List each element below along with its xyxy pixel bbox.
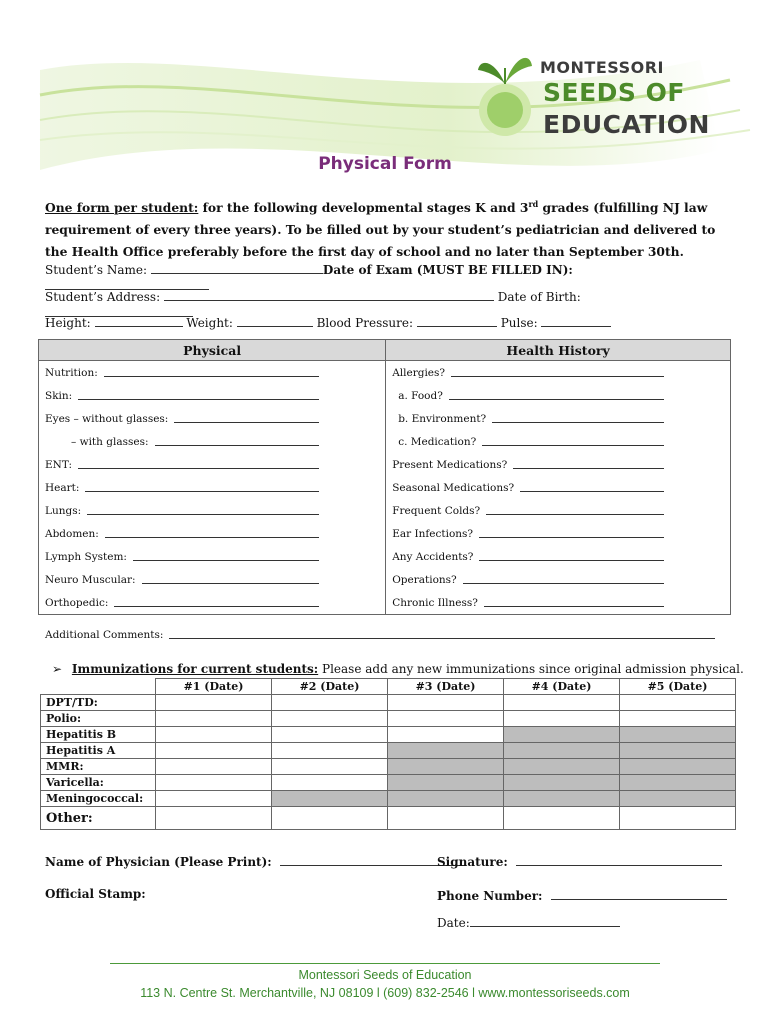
history-item-field[interactable] bbox=[463, 573, 664, 584]
footer-contact: 113 N. Centre St. Merchantville, NJ 08109 l (609) 832-2546 l www.montessoriseeds.com bbox=[140, 986, 630, 1000]
physical-item-field[interactable] bbox=[133, 550, 319, 561]
immunization-date-cell[interactable] bbox=[504, 807, 620, 830]
physical-history-row bbox=[39, 568, 731, 591]
physical-history-body bbox=[39, 361, 731, 615]
immunization-shaded-cell bbox=[504, 743, 620, 759]
additional-comments-row bbox=[45, 628, 715, 641]
physical-item-field[interactable] bbox=[104, 366, 319, 377]
history-item-label: Frequent Colds? bbox=[392, 505, 481, 517]
immunization-date-cell[interactable] bbox=[504, 695, 620, 711]
immunization-row bbox=[41, 759, 736, 775]
immunization-row-label: Meningococcal: bbox=[41, 791, 156, 807]
immunization-shaded-cell bbox=[504, 759, 620, 775]
physical-item-field[interactable] bbox=[105, 527, 319, 538]
date-row bbox=[437, 914, 620, 930]
immunization-row-label: Other: bbox=[41, 807, 156, 830]
physical-history-row bbox=[39, 430, 731, 453]
physical-cell bbox=[39, 545, 386, 568]
history-cell bbox=[386, 430, 731, 453]
history-item-field[interactable] bbox=[482, 435, 664, 446]
immunization-shaded-cell bbox=[504, 775, 620, 791]
history-item-field[interactable] bbox=[479, 550, 664, 561]
physical-item-label: Orthopedic: bbox=[45, 597, 109, 609]
bp-field[interactable] bbox=[417, 314, 497, 327]
physical-item-field[interactable] bbox=[142, 573, 320, 584]
physical-cell bbox=[39, 407, 386, 430]
history-cell bbox=[386, 522, 731, 545]
physical-cell bbox=[39, 499, 386, 522]
history-item-field[interactable] bbox=[520, 481, 664, 492]
immunization-date-cell[interactable] bbox=[272, 711, 388, 727]
intro-lead: One form per student: bbox=[45, 200, 199, 216]
immunization-header-row bbox=[41, 679, 736, 695]
history-item-field[interactable] bbox=[449, 389, 664, 400]
immunization-shaded-cell bbox=[388, 791, 504, 807]
history-cell bbox=[386, 453, 731, 476]
history-item-field[interactable] bbox=[492, 412, 664, 423]
immunization-row bbox=[41, 775, 736, 791]
physical-item-label: ENT: bbox=[45, 459, 73, 471]
student-address-label: Student’s Address: bbox=[45, 290, 161, 304]
official-stamp-label: Official Stamp: bbox=[45, 887, 146, 901]
row-vitals bbox=[45, 314, 725, 330]
physical-item-field[interactable] bbox=[174, 412, 319, 423]
immunization-date-cell[interactable] bbox=[156, 743, 272, 759]
physical-item-field[interactable] bbox=[78, 389, 319, 400]
history-item-label: c. Medication? bbox=[398, 436, 477, 448]
immunization-row bbox=[41, 807, 736, 830]
history-item-label: Any Accidents? bbox=[392, 551, 474, 563]
weight-field[interactable] bbox=[237, 314, 313, 327]
history-cell bbox=[386, 568, 731, 591]
immunization-shaded-cell bbox=[620, 759, 736, 775]
physical-header: Physical bbox=[39, 340, 386, 361]
immunization-row-label: MMR: bbox=[41, 759, 156, 775]
physical-item-label: Abdomen: bbox=[45, 528, 99, 540]
immunization-date-cell[interactable] bbox=[504, 711, 620, 727]
physical-item-label: Lymph System: bbox=[45, 551, 127, 563]
immunization-date-cell[interactable] bbox=[156, 711, 272, 727]
history-item-label: a. Food? bbox=[398, 390, 443, 402]
immunization-shaded-cell bbox=[272, 791, 388, 807]
history-cell bbox=[386, 361, 731, 385]
immunization-table bbox=[40, 678, 736, 830]
physical-cell bbox=[39, 591, 386, 615]
immunization-column-header: #1 (Date) bbox=[156, 679, 272, 695]
additional-comments-label: Additional Comments: bbox=[45, 629, 164, 641]
physical-history-row bbox=[39, 499, 731, 522]
immunization-shaded-cell bbox=[504, 727, 620, 743]
intro-paragraph bbox=[45, 193, 735, 263]
physician-row bbox=[45, 853, 466, 869]
physical-cell bbox=[39, 568, 386, 591]
immunization-row bbox=[41, 711, 736, 727]
history-item-label: Present Medications? bbox=[392, 459, 508, 471]
history-item-label: Seasonal Medications? bbox=[392, 482, 515, 494]
phone-row bbox=[437, 887, 727, 903]
immunization-date-cell[interactable] bbox=[272, 759, 388, 775]
immunization-shaded-cell bbox=[388, 743, 504, 759]
immunization-shaded-cell bbox=[504, 791, 620, 807]
immunization-column-header: #3 (Date) bbox=[388, 679, 504, 695]
history-item-field[interactable] bbox=[479, 527, 664, 538]
immunization-date-cell[interactable] bbox=[156, 727, 272, 743]
physical-history-row bbox=[39, 384, 731, 407]
immunization-row-label: Hepatitis A bbox=[41, 743, 156, 759]
physical-history-row bbox=[39, 545, 731, 568]
immunization-date-cell[interactable] bbox=[388, 807, 504, 830]
immunization-column-header: #2 (Date) bbox=[272, 679, 388, 695]
physical-cell bbox=[39, 384, 386, 407]
immunization-shaded-cell bbox=[620, 775, 736, 791]
intro-text-1: for the following developmental stages K and 3 bbox=[198, 200, 529, 216]
health-history-header: Health History bbox=[386, 340, 731, 361]
immunization-date-cell[interactable] bbox=[620, 695, 736, 711]
physical-item-label: Skin: bbox=[45, 390, 73, 402]
pulse-field[interactable] bbox=[541, 314, 611, 327]
history-item-label: Chronic Illness? bbox=[392, 597, 478, 609]
immunization-shaded-cell bbox=[620, 727, 736, 743]
phone-field[interactable] bbox=[551, 887, 727, 900]
history-item-field[interactable] bbox=[513, 458, 664, 469]
immunization-corner bbox=[41, 679, 156, 695]
immunization-date-cell[interactable] bbox=[272, 775, 388, 791]
date-label: Date: bbox=[437, 916, 470, 930]
immunization-row bbox=[41, 743, 736, 759]
physical-cell bbox=[39, 476, 386, 499]
physical-cell bbox=[39, 361, 386, 385]
immunization-date-cell[interactable] bbox=[156, 759, 272, 775]
student-name-field[interactable] bbox=[151, 261, 323, 274]
signature-field[interactable] bbox=[516, 853, 722, 866]
intro-sup: rd bbox=[528, 199, 539, 209]
physical-item-label: Neuro Muscular: bbox=[45, 574, 136, 586]
physical-cell bbox=[39, 430, 386, 453]
height-field[interactable] bbox=[95, 314, 183, 327]
immunization-date-cell[interactable] bbox=[156, 807, 272, 830]
history-item-label: Operations? bbox=[392, 574, 457, 586]
history-cell bbox=[386, 545, 731, 568]
physical-item-field[interactable] bbox=[87, 504, 319, 515]
logo-montessori: MONTESSORI bbox=[540, 58, 664, 77]
height-label: Height: bbox=[45, 316, 91, 330]
immunization-row-label: DPT/TD: bbox=[41, 695, 156, 711]
logo-education: EDUCATION bbox=[543, 110, 710, 139]
physical-item-label: Heart: bbox=[45, 482, 80, 494]
history-cell bbox=[386, 476, 731, 499]
physical-history-row bbox=[39, 522, 731, 545]
history-item-field[interactable] bbox=[484, 596, 664, 607]
intro-text-2: grades (fulfilling NJ law requirement of every three years). To be filled out by your student’s pediatrician and delivered to the Health Office preferably before the first day of school and no later than September 30th. bbox=[45, 200, 716, 260]
immunization-row-label: Polio: bbox=[41, 711, 156, 727]
immunization-date-cell[interactable] bbox=[272, 727, 388, 743]
immunizations-note: Please add any new immunizations since original admission physical. bbox=[318, 662, 744, 676]
immunizations-heading bbox=[52, 662, 752, 676]
physical-item-label: – with glasses: bbox=[71, 436, 149, 448]
immunization-date-cell[interactable] bbox=[272, 807, 388, 830]
physical-item-field[interactable] bbox=[85, 481, 319, 492]
bp-label: Blood Pressure: bbox=[316, 316, 414, 330]
immunization-shaded-cell bbox=[620, 791, 736, 807]
history-cell bbox=[386, 591, 731, 615]
physical-history-row bbox=[39, 407, 731, 430]
physical-history-row bbox=[39, 476, 731, 499]
footer-org: Montessori Seeds of Education bbox=[298, 968, 472, 982]
immunization-date-cell[interactable] bbox=[272, 695, 388, 711]
pulse-label: Pulse: bbox=[500, 316, 538, 330]
history-cell bbox=[386, 499, 731, 522]
immunization-shaded-cell bbox=[388, 775, 504, 791]
history-cell bbox=[386, 384, 731, 407]
date-exam-label: Date of Exam (MUST BE FILLED IN): bbox=[322, 263, 573, 277]
additional-comments-field[interactable] bbox=[169, 628, 715, 639]
signature-row bbox=[437, 853, 722, 869]
immunization-date-cell[interactable] bbox=[156, 775, 272, 791]
student-name-label: Student’s Name: bbox=[45, 263, 148, 277]
immunization-date-cell[interactable] bbox=[388, 711, 504, 727]
physical-history-row bbox=[39, 453, 731, 476]
physical-item-label: Lungs: bbox=[45, 505, 82, 517]
phone-label: Phone Number: bbox=[437, 889, 543, 903]
immunization-row bbox=[41, 791, 736, 807]
student-address-field[interactable] bbox=[164, 288, 494, 301]
physical-cell bbox=[39, 453, 386, 476]
date-field[interactable] bbox=[470, 914, 620, 927]
history-item-field[interactable] bbox=[486, 504, 664, 515]
physical-item-label: Eyes – without glasses: bbox=[45, 413, 169, 425]
history-item-label: b. Environment? bbox=[398, 413, 487, 425]
history-item-field[interactable] bbox=[451, 366, 664, 377]
immunization-date-cell[interactable] bbox=[272, 743, 388, 759]
physical-history-table bbox=[38, 339, 731, 615]
immunization-date-cell[interactable] bbox=[388, 695, 504, 711]
history-item-label: Allergies? bbox=[392, 367, 446, 379]
immunization-date-cell[interactable] bbox=[156, 791, 272, 807]
immunization-date-cell[interactable] bbox=[620, 711, 736, 727]
signature-label: Signature: bbox=[437, 855, 508, 869]
immunization-body bbox=[41, 679, 736, 830]
physical-history-row bbox=[39, 361, 731, 385]
physician-label: Name of Physician (Please Print): bbox=[45, 855, 272, 869]
immunization-shaded-cell bbox=[388, 759, 504, 775]
physical-item-label: Nutrition: bbox=[45, 367, 98, 379]
footer-divider bbox=[110, 963, 660, 964]
immunization-shaded-cell bbox=[620, 743, 736, 759]
immunization-row-label: Hepatitis B bbox=[41, 727, 156, 743]
immunization-row bbox=[41, 727, 736, 743]
immunization-date-cell[interactable] bbox=[388, 727, 504, 743]
immunization-column-header: #5 (Date) bbox=[620, 679, 736, 695]
physical-item-field[interactable] bbox=[78, 458, 319, 469]
immunization-column-header: #4 (Date) bbox=[504, 679, 620, 695]
history-item-label: Ear Infections? bbox=[392, 528, 474, 540]
physical-item-field[interactable] bbox=[155, 435, 320, 446]
immunization-row-label: Varicella: bbox=[41, 775, 156, 791]
globe-leaves-icon bbox=[478, 58, 532, 136]
physical-cell bbox=[39, 522, 386, 545]
weight-label: Weight: bbox=[186, 316, 233, 330]
arrow-bullet-icon: ➢ bbox=[52, 662, 63, 676]
logo-seeds-of: SEEDS OF bbox=[543, 78, 685, 107]
form-title: Physical Form bbox=[318, 154, 452, 174]
physical-item-field[interactable] bbox=[114, 596, 319, 607]
history-cell bbox=[386, 407, 731, 430]
physical-history-row bbox=[39, 591, 731, 615]
immunization-date-cell[interactable] bbox=[156, 695, 272, 711]
immunization-date-cell[interactable] bbox=[620, 807, 736, 830]
immunizations-title: Immunizations for current students: bbox=[71, 662, 319, 676]
immunization-row bbox=[41, 695, 736, 711]
dob-label: Date of Birth: bbox=[497, 290, 581, 304]
